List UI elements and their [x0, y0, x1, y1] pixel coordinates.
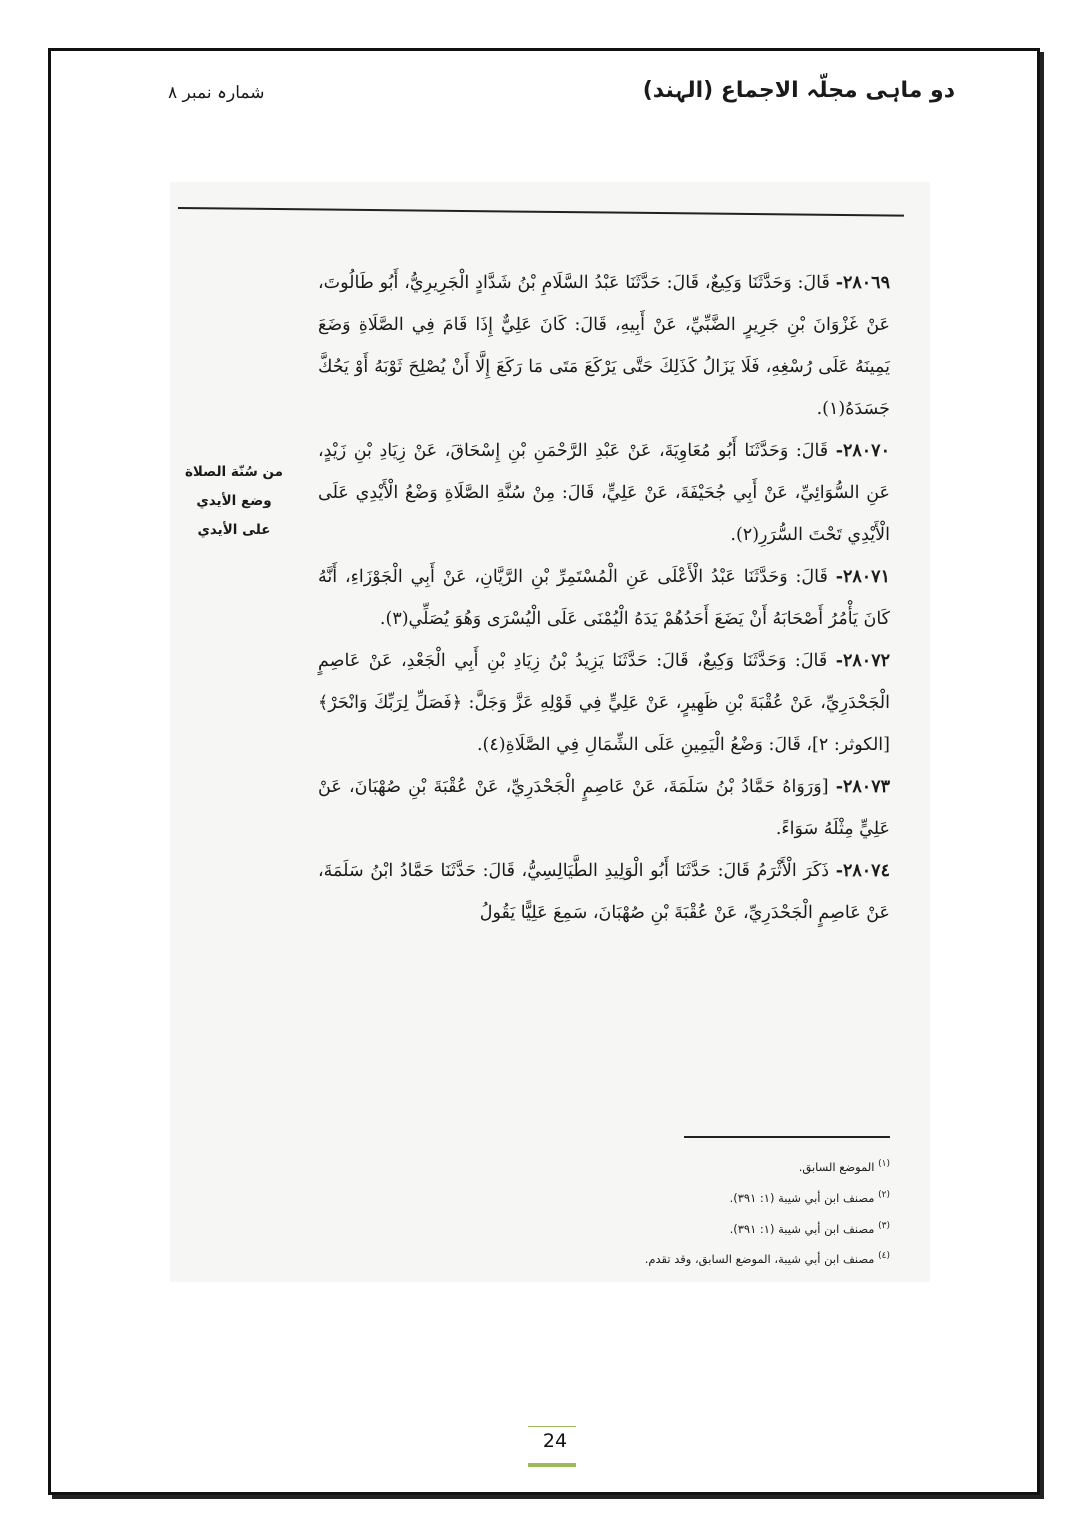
hadith-paragraph — [318, 430, 890, 556]
margin-heading-line: على الأيدي — [197, 522, 271, 538]
footnote-rule — [684, 1136, 890, 1138]
footnote — [560, 1242, 890, 1273]
page-number: 24 — [542, 1430, 568, 1452]
hadith-body: قَالَ: وَحَدَّثَنَا وَكِيعٌ، قَالَ: حَدَّثَنَا يَزِيدُ بْنُ زِيَادِ بْنِ أَبِي الْجَعْدِ، عَنْ عَاصِمٍ الْجَحْدَرِيِّ، عَنْ عُقْبَةَ بْنِ ظَهِيرٍ، عَنْ عَلِيٍّ فِي قَوْلِهِ عَزَّ وَجَلَّ: ﴿فَصَلِّ لِرَبِّكَ وَانْحَرْ﴾ [الكوثر: ٢]، قَالَ: وَضْعُ الْيَمِينِ عَلَى الشِّمَالِ فِي الصَّلَاةِ(٤). — [318, 651, 890, 755]
journal-title: دو ماہی مجلّہ الاجماع (الہند) — [642, 78, 955, 103]
hadith-number: ٢٨٠٧٢- — [835, 651, 890, 671]
hadith-number: ٢٨٠٧١- — [835, 567, 890, 587]
hadith-paragraph — [318, 766, 890, 850]
hadith-paragraph — [318, 850, 890, 934]
hadith-body: ذَكَرَ الْأَثْرَمُ قَالَ: حَدَّثَنَا أَبُو الْوَلِيدِ الطَّيَالِسِيُّ، قَالَ: حَدَّثَنَا حَمَّادُ ابْنُ سَلَمَةَ، عَنْ عَاصِمٍ الْجَحْدَرِيِّ، عَنْ عُقْبَةَ بْنِ صُهْبَانَ، سَمِعَ عَلِيًّا يَقُولُ — [318, 861, 890, 923]
page-number-top-bar — [528, 1426, 576, 1427]
footnote — [560, 1181, 890, 1212]
page-number-bottom-bar — [528, 1463, 576, 1467]
hadith-body: قَالَ: وَحَدَّثَنَا أَبُو مُعَاوِيَةَ، عَنْ عَبْدِ الرَّحْمَنِ بْنِ إِسْحَاقَ، عَنْ زِيَادِ بْنِ زَيْدٍ، عَنِ السُّوَائِيِّ، عَنْ أَبِي جُحَيْفَةَ، عَنْ عَلِيٍّ، قَالَ: مِنْ سُنَّةِ الصَّلَاةِ وَضْعُ الْأَيْدِي عَلَى الْأَيْدِي تَحْتَ السُّرَرِ(٢). — [318, 441, 890, 545]
footnote-mark: (١) — [878, 1159, 890, 1169]
margin-heading-line: من سُنّة الصلاة — [184, 464, 284, 480]
hadith-text — [318, 262, 890, 934]
footnote-text: الموضع السابق. — [798, 1159, 875, 1174]
footnote-mark: (٤) — [878, 1251, 890, 1262]
footnote — [560, 1212, 890, 1243]
footnote-text: مصنف ابن أبي شيبة، الموضع السابق، وقد تقدم. — [644, 1252, 875, 1267]
footnotes — [560, 1150, 890, 1273]
hadith-body: قَالَ: وَحَدَّثَنَا عَبْدُ الْأَعْلَى عَنِ الْمُسْتَمِرِّ بْنِ الرَّيَّانِ، عَنْ أَبِي الْجَوْزَاءِ، أَنَّهُ كَانَ يَأْمُرُ أَصْحَابَهُ أَنْ يَضَعَ أَحَدُهُمْ يَدَهُ الْيُمْنَى عَلَى الْيُسْرَى وَهُوَ يُصَلِّي(٣). — [318, 567, 890, 629]
footnote-mark: (٣) — [878, 1220, 890, 1231]
footnote — [560, 1150, 890, 1181]
hadith-number: ٢٨٠٧٤- — [835, 861, 890, 881]
hadith-number: ٢٨٠٧٠- — [835, 441, 890, 461]
hadith-body: [وَرَوَاهُ حَمَّادُ بْنُ سَلَمَةَ، عَنْ عَاصِمٍ الْجَحْدَرِيِّ، عَنْ عُقْبَةَ بْنِ صُهْبَانَ، عَنْ عَلِيٍّ مِثْلَهُ سَوَاءً. — [318, 777, 890, 839]
margin-heading-line: وضع الأيدي — [196, 493, 272, 509]
hadith-paragraph — [318, 262, 890, 430]
footnote-text: مصنف ابن أبي شيبة (١: ٣٩١). — [729, 1190, 875, 1205]
margin-heading — [184, 458, 284, 545]
hadith-paragraph — [318, 556, 890, 640]
hadith-number: ٢٨٠٦٩- — [835, 273, 890, 293]
hadith-body: قَالَ: وَحَدَّثَنَا وَكِيعٌ، قَالَ: حَدَّثَنَا عَبْدُ السَّلَامِ بْنُ شَدَّادٍ الْجَرِيرِيُّ، أَبُو طَالُوتَ، عَنْ غَزْوَانَ بْنِ جَرِيرٍ الضَّبِّيِّ، عَنْ أَبِيهِ، قَالَ: كَانَ عَلِيٌّ إِذَا قَامَ فِي الصَّلَاةِ وَضَعَ يَمِينَهُ عَلَى رُسْغِهِ، فَلَا يَزَالُ كَذَلِكَ حَتَّى يَرْكَعَ مَتَى مَا رَكَعَ إِلَّا أَنْ يُصْلِحَ ثَوْبَهُ أَوْ يَحُكَّ جَسَدَهُ(١). — [318, 273, 890, 419]
issue-label: شمارہ نمبر ۸ — [168, 83, 265, 103]
footnote-mark: (٢) — [878, 1189, 890, 1200]
hadith-paragraph — [318, 640, 890, 766]
footnote-text: مصنف ابن أبي شيبة (١: ٣٩١). — [729, 1221, 875, 1236]
hadith-number: ٢٨٠٧٣- — [835, 777, 890, 797]
